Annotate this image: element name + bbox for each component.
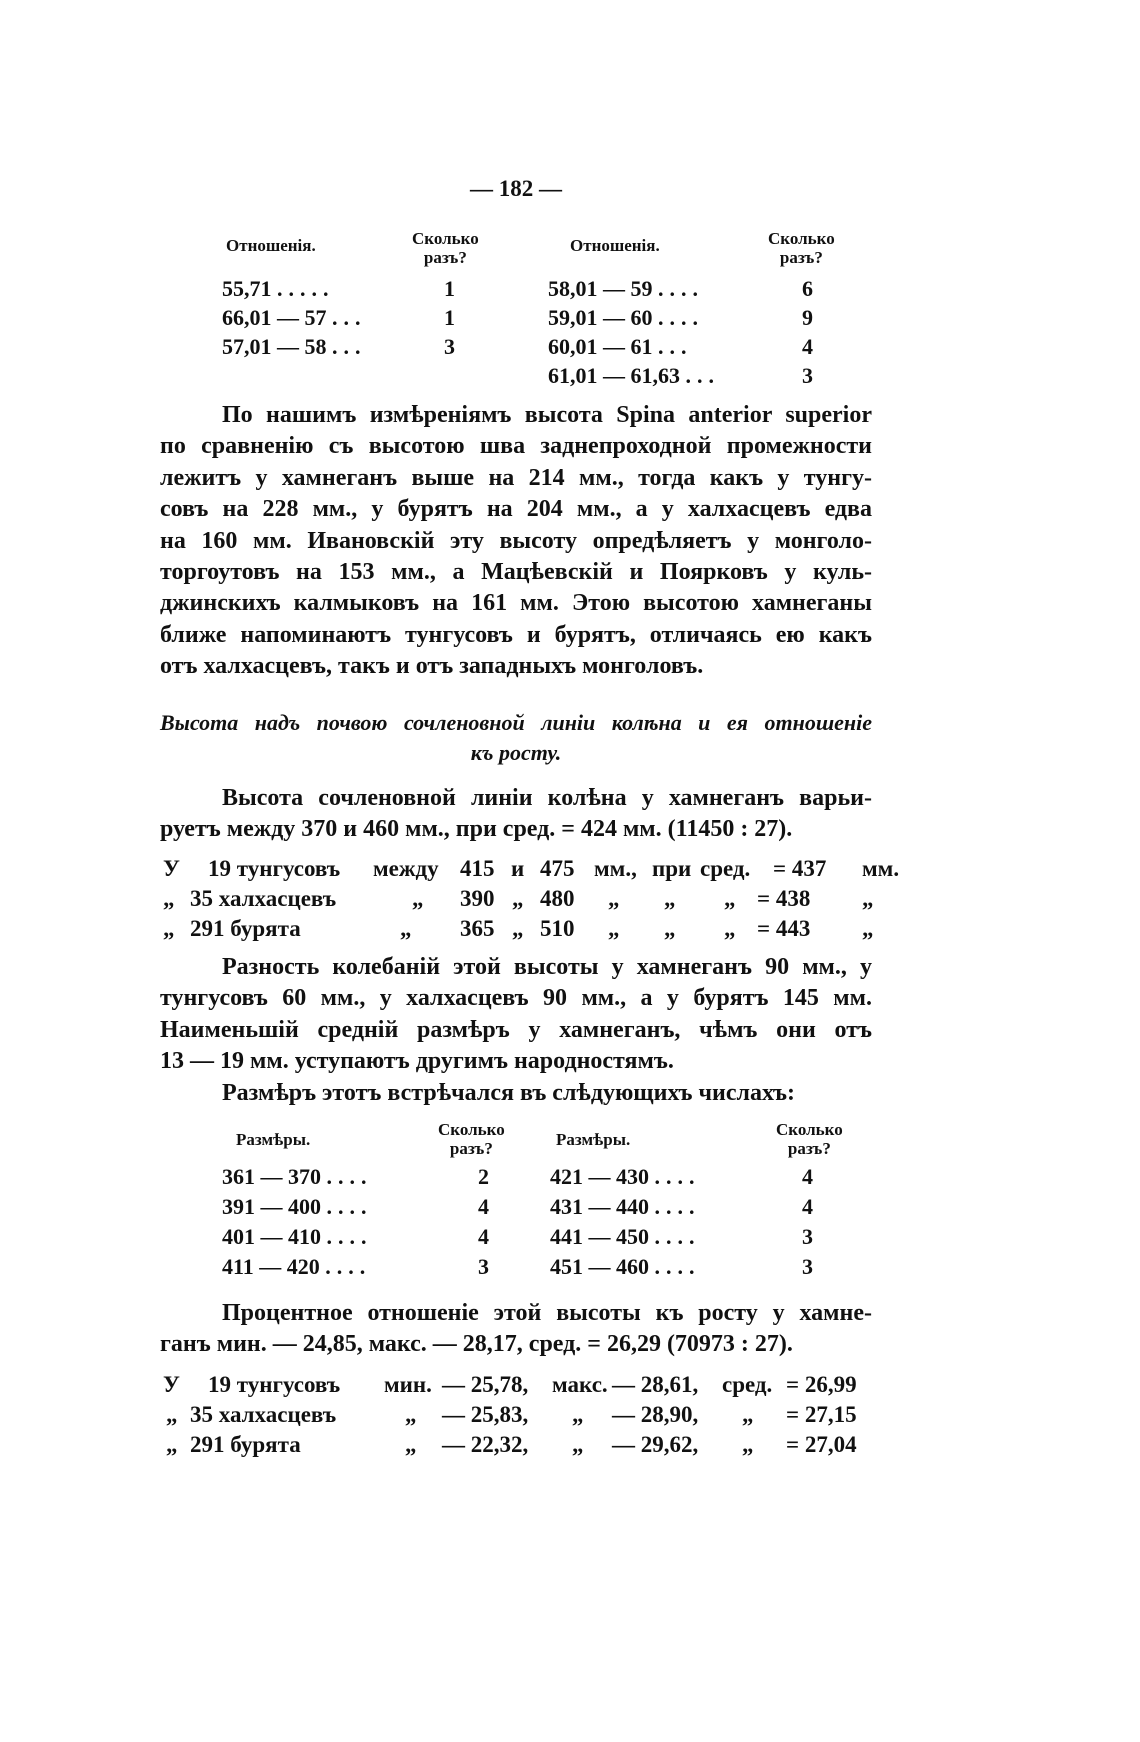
paragraph-spina: По нашимъ измѣреніямъ высота Spina anterior superior по сравненію съ высотою шва заднепроходной промежности лежитъ у хамнеганъ выше на 214 мм., тогда какъ у тунгу- совъ на 228 мм., у бурятъ на 204 мм., а у халхасцевъ едва на 160 мм. Ивановскій эту высоту опредѣляетъ у монголо- торгоутовъ на 153 мм., а Мацѣевскій и Поярковъ у куль- джинскихъ калмыковъ на 161 мм. Этою высотою хамнеганы ближе напоминаютъ тунгусовъ и бурятъ, отличаясь ею какъ отъ халхасцевъ, такъ и отъ западныхъ монголовъ. (160, 402, 872, 680)
table2-right-header-size: Размѣры. (556, 1130, 631, 1149)
table-row: 57,01 — 58 ... (222, 334, 367, 359)
table-row: 421 — 430 .... (550, 1164, 701, 1189)
table-row: 431 — 440 .... (550, 1194, 701, 1219)
table-row: 66,01 — 57 ... (222, 305, 367, 330)
table-row: 61,01 — 61,63 ... (548, 363, 720, 388)
table-row-count: 4 (802, 1164, 813, 1189)
table-row-count: 1 (444, 276, 455, 301)
table-row-count: 3 (478, 1254, 489, 1279)
table-row-count: 4 (478, 1224, 489, 1249)
table-row: 60,01 — 61 ... (548, 334, 693, 359)
table-row: 55,71 ..... (222, 276, 335, 301)
table2-left-header-size: Размѣры. (236, 1130, 311, 1149)
table-row-count: 3 (802, 1224, 813, 1249)
table1-left-header-count: Сколько разъ? (412, 229, 479, 267)
table-row-count: 3 (802, 363, 813, 388)
table-row-count: 4 (802, 334, 813, 359)
table2-left-header-count: Сколько разъ? (438, 1120, 505, 1158)
document-page: — 182 — Отношенія. Сколько разъ? Отношенія. Сколько разъ? 55,71 ..... 1 66,01 — 57 ... 1 57,01 — 58 ... 3 58,01 — 59 .... 6 59,01 — 60 .... 9 60,01 — 61 ... 4 61,01 — 61,63 ... 3 По нашимъ измѣреніямъ высота Spina anterior superior по сравненію съ высотою шва заднепроходной промежности лежитъ у хамнеганъ выше на 214 мм., тогда какъ у тунгу- совъ на 228 мм., у бурятъ на 204 мм., а у халхасцевъ едва на 160 мм. Ивановскій эту высоту опредѣляетъ у монголо- торгоутовъ на 153 мм., а Мацѣевскій и Поярковъ у куль- джинскихъ калмыковъ на 161 мм. Этою высотою хамнеганы ближе напоминаютъ тунгусовъ и бурятъ, отличаясь ею какъ отъ халхасцевъ, такъ и отъ западныхъ монголовъ. Высота надъ почвою сочленовной линіи колѣна и ея отношеніе къ росту. Высота сочленовной линіи колѣна у хамнеганъ варьи- руетъ между 370 и 460 мм., при сред. = 424 мм. (11450 : 27). У 19 тунгусовъ между 415 и 475 мм., при сред. = 437 мм. „ 35 халхасцевъ „ 390 „ 480 „ „ „ = 438 „ „ 291 бурята „ 365 „ 510 „ „ „ = 443 „ Разность колебаній этой высоты у хамнеганъ 90 мм., у тунгусовъ 60 мм., у халхасцевъ 90 мм., а у бурятъ 145 мм. Наименьшій средній размѣръ у хамнеганъ, чѣмъ они отъ 13 — 19 мм. уступаютъ другимъ народностямъ. Размѣръ этотъ встрѣчался въ слѣдующихъ числахъ: Размѣры. Сколько разъ? Размѣры. Сколько разъ? 361 — 370 .... 2 391 — 400 .... 4 401 — 410 .... 4 411 — 420 .... 3 421 — 430 .... 4 431 — 440 .... 4 441 — 450 .... 3 451 — 460 .... 3 Процентное отношеніе этой высоты къ росту у хамне- ганъ мин. — 24,85, макс. — 28,17, сред. = 26,29 (70973 : 27). У 19 тунгусовъ мин. — 25,78, макс. — 28,61, сред. = 26,99 „ 35 халхасцевъ „ — 25,83, „ — 28,90, „ = 27,15 „ 291 бурята „ — 22,32, „ — 29,62, „ = 27,04 (160, 176, 900, 1457)
paragraph-knee-height: Высота сочленовной линіи колѣна у хамнеганъ варьи- руетъ между 370 и 460 мм., при сред. = 424 мм. (11450 : 27). (160, 785, 872, 843)
section-heading: Высота надъ почвою сочленовной линіи колѣна и ея отношеніе къ росту. (160, 710, 872, 765)
table2-right-header-count: Сколько разъ? (776, 1120, 843, 1158)
table-row-count: 4 (478, 1194, 489, 1219)
table-row-count: 2 (478, 1164, 489, 1189)
table-row-count: 4 (802, 1194, 813, 1219)
table-row-count: 6 (802, 276, 813, 301)
table-row: 59,01 — 60 .... (548, 305, 704, 330)
table-row: 401 — 410 .... (222, 1224, 373, 1249)
table-row-count: 1 (444, 305, 455, 330)
table-row-count: 9 (802, 305, 813, 330)
table-row: 391 — 400 .... (222, 1194, 373, 1219)
paragraph-percent-ratio: Процентное отношеніе этой высоты къ росту у хамне- ганъ мин. — 24,85, макс. — 28,17, сред. = 26,29 (70973 : 27). (160, 1300, 872, 1358)
table-row: 58,01 — 59 .... (548, 276, 704, 301)
table1-left-header-ratio: Отношенія. (226, 236, 316, 255)
paragraph-range-differences: Разность колебаній этой высоты у хамнеганъ 90 мм., у тунгусовъ 60 мм., у халхасцевъ 90 мм., а у бурятъ 145 мм. Наименьшій средній размѣръ у хамнеганъ, чѣмъ они отъ 13 — 19 мм. уступаютъ другимъ народностямъ. Размѣръ этотъ встрѣчался въ слѣдующихъ числахъ: (160, 954, 872, 1106)
table-row: 361 — 370 .... (222, 1164, 373, 1189)
table-row-count: 3 (444, 334, 455, 359)
page-number: — 182 — (470, 176, 562, 201)
table-row: 441 — 450 .... (550, 1224, 701, 1249)
table-row: 411 — 420 .... (222, 1254, 372, 1279)
table1-right-header-ratio: Отношенія. (570, 236, 660, 255)
table1-right-header-count: Сколько разъ? (768, 229, 835, 267)
table-row: 451 — 460 .... (550, 1254, 701, 1279)
table-row-count: 3 (802, 1254, 813, 1279)
